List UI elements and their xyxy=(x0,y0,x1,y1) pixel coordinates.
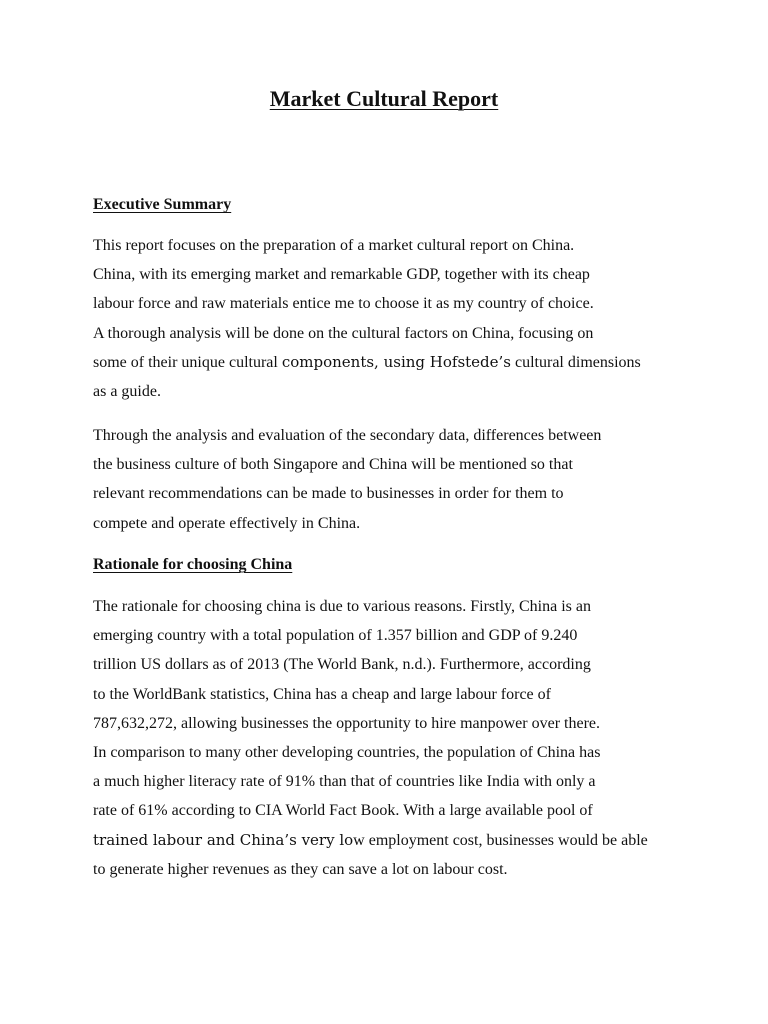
text-run: cultural dimensions xyxy=(511,353,641,371)
text-line xyxy=(93,826,693,855)
paragraph xyxy=(93,592,693,884)
text-run: w employment cost, businesses would be able xyxy=(353,831,648,849)
text-line: China, with its emerging market and remarkable GDP, together with its cheap xyxy=(93,266,590,284)
text-line xyxy=(93,348,693,377)
text-line: the business culture of both Singapore and China will be mentioned so that xyxy=(93,456,573,474)
text-line: a much higher literacy rate of 91% than that of countries like India with only a xyxy=(93,773,596,791)
text-line: This report focuses on the preparation of a market cultural report on China. xyxy=(93,237,575,254)
text-line: trillion US dollars as of 2013 (The World Bank, n.d.). Furthermore, according xyxy=(93,656,591,674)
text-line: labour force and raw materials entice me to choose it as my country of choice. xyxy=(93,295,594,313)
text-line: to the WorldBank statistics, China has a cheap and large labour force of xyxy=(93,685,551,703)
section-heading-rationale: Rationale for choosing China xyxy=(93,556,293,573)
section-heading-executive-summary: Executive Summary xyxy=(93,196,232,213)
text-line: rate of 61% according to CIA World Fact Book. With a large available pool of xyxy=(93,802,593,820)
text-line: A thorough analysis will be done on the cultural factors on China, focusing on xyxy=(93,324,594,342)
paragraph xyxy=(93,421,693,538)
text-run: components, using Hofstede’s xyxy=(281,352,511,371)
text-line: 787,632,272, allowing businesses the opportunity to hire manpower over there. xyxy=(93,714,601,732)
text-line: as a guide. xyxy=(93,382,161,400)
text-run: trained labour and China’s very lo xyxy=(93,830,354,849)
text-line: Through the analysis and evaluation of the secondary data, differences between xyxy=(93,427,602,444)
text-line: compete and operate effectively in China. xyxy=(93,514,361,532)
text-line: to generate higher revenues as they can save a lot on labour cost. xyxy=(93,860,508,878)
text-run: some of their unique cultural xyxy=(93,353,282,371)
text-line: emerging country with a total population of 1.357 billion and GDP of 9.240 xyxy=(93,627,578,645)
text-line: In comparison to many other developing countries, the population of China has xyxy=(93,743,601,761)
paragraph xyxy=(93,231,693,406)
text-line: The rationale for choosing china is due to various reasons. Firstly, China is an xyxy=(93,598,591,615)
page-title: Market Cultural Report xyxy=(269,86,499,111)
text-line: relevant recommendations can be made to businesses in order for them to xyxy=(93,485,564,503)
